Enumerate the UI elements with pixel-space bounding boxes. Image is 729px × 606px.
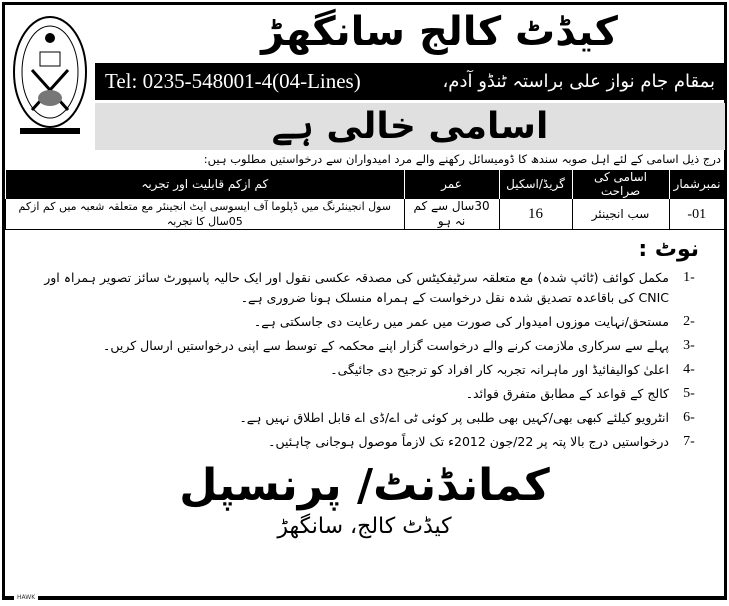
note-number: -7 (683, 434, 695, 449)
note-number: -6 (683, 410, 695, 425)
note-number: -2 (683, 314, 695, 329)
note-text: مکمل کوائف (ٹائپ شدہ) مع متعلقہ سرٹیفکیٹس کی مصدقہ عکسی نقول اور ایک حالیہ پاسپورٹ سائز تصویر ہمراہ اور CNIC کی باقاعدہ تصدیق شدہ نقل درخواست کے ہمراہ منسلک ہونا ضروری ہے۔ (44, 270, 669, 305)
note-item (20, 336, 709, 356)
signatory-title: کمانڈنٹ/ پرنسپل (179, 460, 550, 511)
note-text: کالج کے قواعد کے مطابق متفرق فوائد۔ (465, 386, 669, 401)
col-qualification: کم ازکم قابلیت اور تجربہ (6, 170, 405, 199)
col-post: اسامی کی صراحت (572, 170, 669, 199)
note-text: پہلے سے سرکاری ملازمت کرنے والے درخواست گزار اپنے محکمہ کے توسط سے اپنی درخواستیں ارسال کریں۔ (103, 338, 669, 353)
note-number: -3 (683, 338, 695, 353)
note-item (20, 432, 709, 452)
address: بمقام جام نواز علی براستہ ٹنڈو آدم، (442, 71, 715, 92)
intro-text: درج ذیل اسامی کے لئے اہل صوبہ سندھ کا ڈومیسائل رکھنے والے مرد امیدواران سے درخواستیں مطلوب ہیں: (203, 152, 721, 166)
college-logo (10, 10, 90, 150)
cell-serial: -01 (669, 199, 724, 230)
college-title: کیڈٹ کالج سانگھڑ (261, 9, 618, 55)
note-item (20, 408, 709, 428)
telephone: Tel: 0235-548001-4(04-Lines) (105, 69, 361, 93)
vacancy-table (5, 170, 725, 230)
note-text: درخواستیں درج بالا پتہ پر 22/جون 2012ء تک لازماً موصول ہوجانی چاہئیں۔ (268, 434, 669, 449)
table-row (6, 199, 725, 230)
cell-post: سب انجینئر (572, 199, 669, 230)
vacancy-banner: اسامی خالی ہے (95, 103, 725, 150)
note-item (20, 268, 709, 308)
note-text: اعلیٰ کوالیفائیڈ اور ماہرانہ تجربہ کار افراد کو ترجیح دی جائیگی۔ (330, 362, 669, 377)
col-age: عمر (404, 170, 499, 199)
note-item (20, 312, 709, 332)
note-number: -1 (683, 270, 695, 285)
col-grade: گریڈ/اسکیل (499, 170, 572, 199)
cell-grade: 16 (499, 199, 572, 230)
note-text: مستحق/نہایت موزوں امیدوار کی صورت میں عمر میں رعایت دی جاسکتی ہے۔ (253, 314, 669, 329)
note-number: -4 (683, 362, 695, 377)
cell-qualification: سول انجینئرنگ میں ڈپلوما آف ایسوسی ایٹ انجینئر مع متعلقہ شعبہ میں کم ازکم 05سال کا تجربہ (6, 199, 405, 230)
note-item (20, 384, 709, 404)
agency-mark: HAWK (14, 594, 38, 601)
signatory-org: کیڈٹ کالج، سانگھڑ (277, 514, 452, 539)
notes-and-signature (20, 236, 709, 592)
col-serial: نمبرشمار (669, 170, 724, 199)
note-number: -5 (683, 386, 695, 401)
note-text: انٹرویو کیلئے کبھی بھی/کہیں بھی طلبی پر کوئی ٹی اے/ڈی اے قابل اطلاق نہیں ہے۔ (239, 410, 669, 425)
note-item (20, 360, 709, 380)
cell-age: 30سال سے کم نہ ہو (404, 199, 499, 230)
notes-heading: نوٹ : (638, 237, 699, 262)
contact-band (95, 63, 725, 100)
